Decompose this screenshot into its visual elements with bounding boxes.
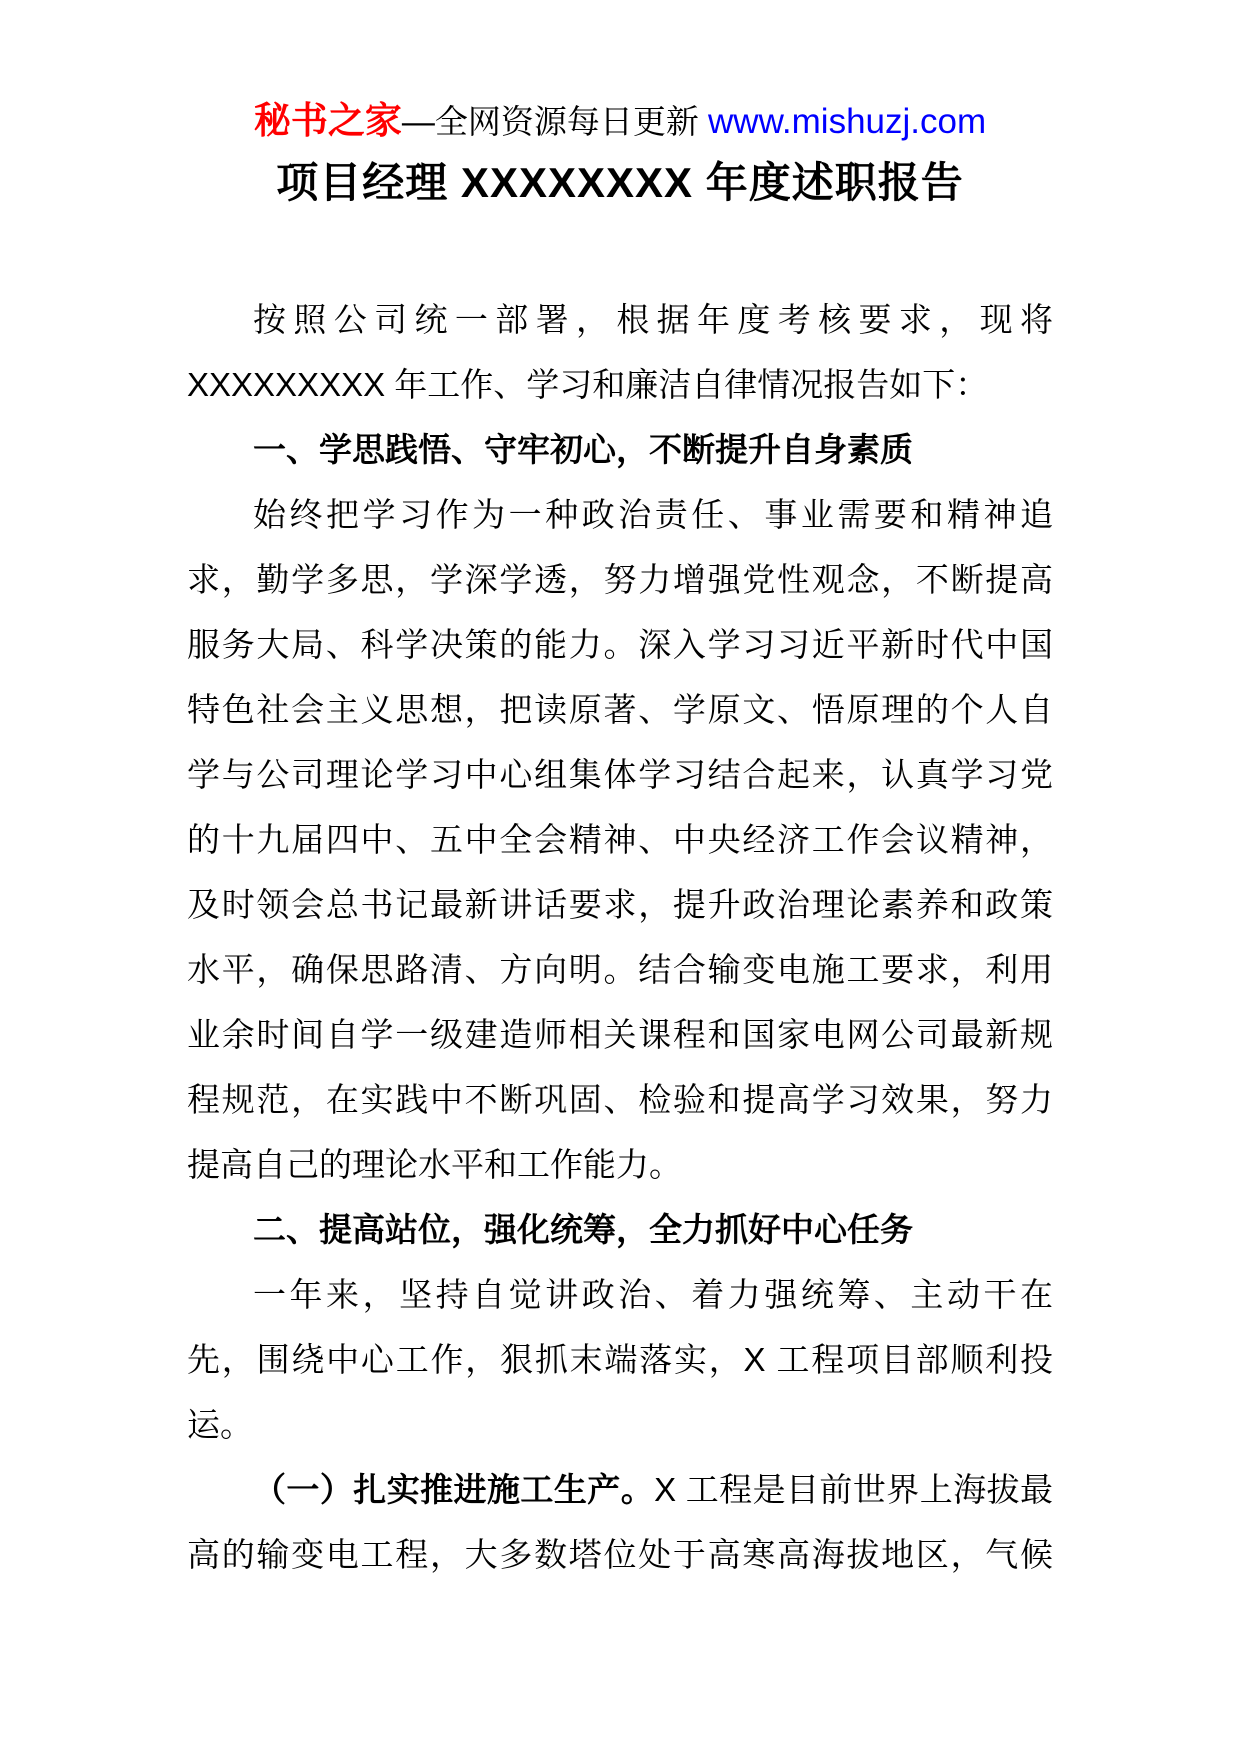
text-line [187, 1392, 1053, 1457]
bold-text-segment: 二、提高站位，强化统筹，全力抓好中心任务 [253, 1211, 913, 1248]
text-line [187, 677, 1053, 742]
text-line [187, 807, 1053, 872]
heading-line [187, 1197, 1053, 1262]
text-line [187, 1457, 1053, 1522]
bold-text-segment: 一、学思践悟、守牢初心，不断提升自身素质 [253, 431, 913, 468]
text-segment: XXXXXXXXX 年工作、学习和廉洁自律情况报告如下： [187, 366, 989, 403]
bold-text-segment: （一）扎实推进施工生产。 [253, 1471, 655, 1508]
text-line [187, 1327, 1053, 1392]
text-segment: 始终把学习作为一种政治责任、事业需要和精神追 [253, 496, 1053, 533]
text-segment: 一年来，坚持自觉讲政治、着力强统筹、主动干在 [253, 1276, 1053, 1313]
text-segment: 及时领会总书记最新讲话要求，提升政治理论素养和政策 [187, 886, 1053, 923]
text-segment: 特色社会主义思想，把读原著、学原文、悟原理的个人自 [187, 691, 1053, 728]
text-line [187, 1522, 1053, 1587]
text-line [187, 1067, 1053, 1132]
document-body [187, 287, 1053, 1587]
text-line [187, 1132, 1053, 1197]
text-segment: 程规范，在实践中不断巩固、检验和提高学习效果，努力 [187, 1081, 1053, 1118]
site-brand: 秘书之家 [253, 100, 402, 141]
text-line [187, 287, 1053, 352]
text-segment: 学与公司理论学习中心组集体学习结合起来，认真学习党 [187, 756, 1053, 793]
text-line [187, 482, 1053, 547]
text-segment: 运。 [187, 1406, 253, 1443]
text-segment: 先，围绕中心工作，狠抓末端落实，X 工程项目部顺利投 [187, 1341, 1053, 1378]
text-segment: 水平，确保思路清、方向明。结合输变电施工要求，利用 [187, 951, 1053, 988]
text-segment: 业余时间自学一级建造师相关课程和国家电网公司最新规 [187, 1016, 1053, 1053]
text-segment: 的十九届四中、五中全会精神、中央经济工作会议精神， [187, 821, 1053, 858]
text-line [187, 872, 1053, 937]
page-header [0, 98, 1240, 152]
text-segment: 按照公司统一部署，根据年度考核要求，现将 [253, 301, 1053, 338]
text-segment: X 工程是目前世界上海拔最 [654, 1471, 1053, 1508]
text-line [187, 742, 1053, 807]
text-segment: 服务大局、科学决策的能力。深入学习习近平新时代中国 [187, 626, 1053, 663]
text-line [187, 1262, 1053, 1327]
text-line [187, 937, 1053, 1002]
text-segment: 高的输变电工程，大多数塔位处于高寒高海拔地区，气候 [187, 1536, 1053, 1573]
document-title: 项目经理 XXXXXXXX 年度述职报告 [276, 159, 964, 206]
text-segment: 求，勤学多思，学深学透，努力增强党性观念，不断提高 [187, 561, 1053, 598]
heading-line [187, 417, 1053, 482]
text-line [187, 612, 1053, 677]
site-tagline: —全网资源每日更新 [401, 103, 709, 140]
text-line [187, 547, 1053, 612]
text-line [187, 352, 1053, 417]
text-segment: 提高自己的理论水平和工作能力。 [187, 1146, 682, 1183]
text-line [187, 1002, 1053, 1067]
site-url-link[interactable]: www.mishuzj.com [708, 102, 987, 141]
